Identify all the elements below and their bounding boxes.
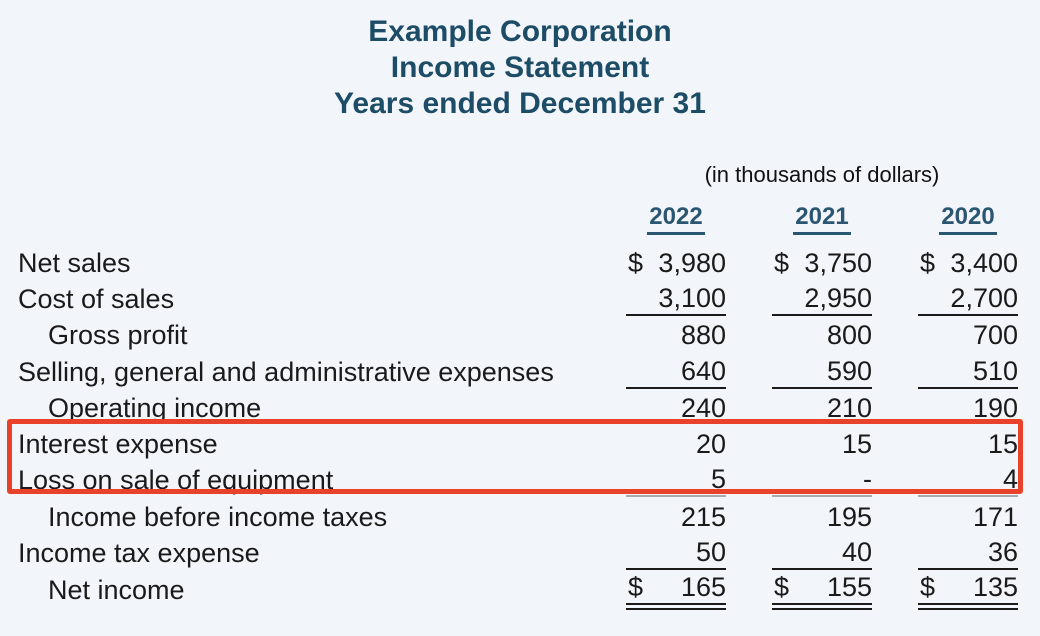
cell-2020 [918,537,1018,570]
table-row [0,354,1040,390]
cell-value: 165 [680,571,726,602]
cell-2021 [772,572,872,610]
statement-rows [0,245,1040,608]
cell-2020 [918,356,1018,389]
cell-value: 210 [826,392,872,423]
cell-value: 3,400 [950,247,1018,278]
row-label: Selling, general and administrative expenses [18,356,554,387]
row-label: Net income [48,575,185,606]
table-row [0,499,1040,535]
row-label: Loss on sale of equipment [18,465,334,496]
year-header-2020: 2020 [939,203,996,235]
cell-value: - [863,464,872,495]
year-header-2021-cell [772,203,872,235]
cell-value: 510 [972,355,1018,386]
cell-value: 590 [826,355,872,386]
dollar-sign: $ [774,571,790,602]
cell-value: 700 [972,320,1018,351]
cell-2022 [626,283,726,316]
cell-2021 [772,248,872,279]
cell-2021 [772,393,872,424]
cell-2022 [626,393,726,424]
cell-2020 [918,283,1018,316]
cell-2022 [626,356,726,389]
cell-value: 20 [695,429,726,460]
cell-value: 4 [1002,464,1018,495]
cell-value: 190 [972,392,1018,423]
dollar-sign: $ [628,247,644,278]
table-row [0,390,1040,426]
cell-2022 [626,320,726,351]
cell-2022 [626,429,726,460]
cell-2022 [626,248,726,279]
cell-value: 640 [680,355,726,386]
cell-value: 36 [987,537,1018,568]
cell-value: 171 [972,501,1018,532]
cell-2020 [918,572,1018,610]
row-label: Net sales [18,247,131,278]
cell-2022 [626,502,726,533]
dollar-sign: $ [628,571,644,602]
cell-value: 135 [972,571,1018,602]
table-row [0,572,1040,608]
cell-value: 5 [710,464,726,495]
year-header-2021: 2021 [793,203,850,235]
cell-value: 50 [695,537,726,568]
cell-value: 240 [680,392,726,423]
cell-value: 3,100 [658,282,726,313]
cell-2021 [772,429,872,460]
cell-2022 [626,464,726,497]
cell-value: 40 [841,537,872,568]
row-label: Cost of sales [18,283,175,314]
row-label: Operating income [48,392,262,423]
dollar-sign: $ [774,247,790,278]
year-header-2020-cell [918,203,1018,235]
cell-value: 215 [680,501,726,532]
cell-value: 15 [987,429,1018,460]
company-name: Example Corporation [368,15,672,48]
cell-2022 [626,537,726,570]
row-label: Income before income taxes [48,501,388,532]
cell-value: 15 [841,429,872,460]
row-label: Interest expense [18,429,218,460]
table-row [0,426,1040,462]
table-row [0,318,1040,354]
dollar-sign: $ [920,247,936,278]
cell-2020 [918,320,1018,351]
cell-value: 3,980 [658,247,726,278]
cell-value: 880 [680,320,726,351]
cell-value: 2,700 [950,282,1018,313]
cell-value: 2,950 [804,282,872,313]
cell-2020 [918,248,1018,279]
table-row [0,535,1040,571]
table-row [0,463,1040,499]
cell-2020 [918,429,1018,460]
cell-2021 [772,537,872,570]
year-header-2022: 2022 [647,203,704,235]
cell-2020 [918,393,1018,424]
cell-2021 [772,502,872,533]
cell-value: 155 [826,571,872,602]
year-header-2022-cell [626,203,726,235]
cell-value: 800 [826,320,872,351]
cell-2022 [626,572,726,610]
row-label: Gross profit [48,320,188,351]
statement-period: Years ended December 31 [334,87,706,120]
units-note-row [0,162,1040,188]
cell-2021 [772,356,872,389]
dollar-sign: $ [920,571,936,602]
table-row [0,245,1040,281]
units-note: (in thousands of dollars) [704,162,940,187]
year-header-row [0,200,1040,238]
cell-2021 [772,283,872,316]
table-row [0,281,1040,317]
statement-name: Income Statement [390,51,650,84]
cell-2021 [772,320,872,351]
cell-2020 [918,464,1018,497]
cell-value: 195 [826,501,872,532]
row-label: Income tax expense [18,538,260,569]
cell-2020 [918,502,1018,533]
statement-title [0,14,1040,122]
cell-2021 [772,464,872,497]
cell-value: 3,750 [804,247,872,278]
